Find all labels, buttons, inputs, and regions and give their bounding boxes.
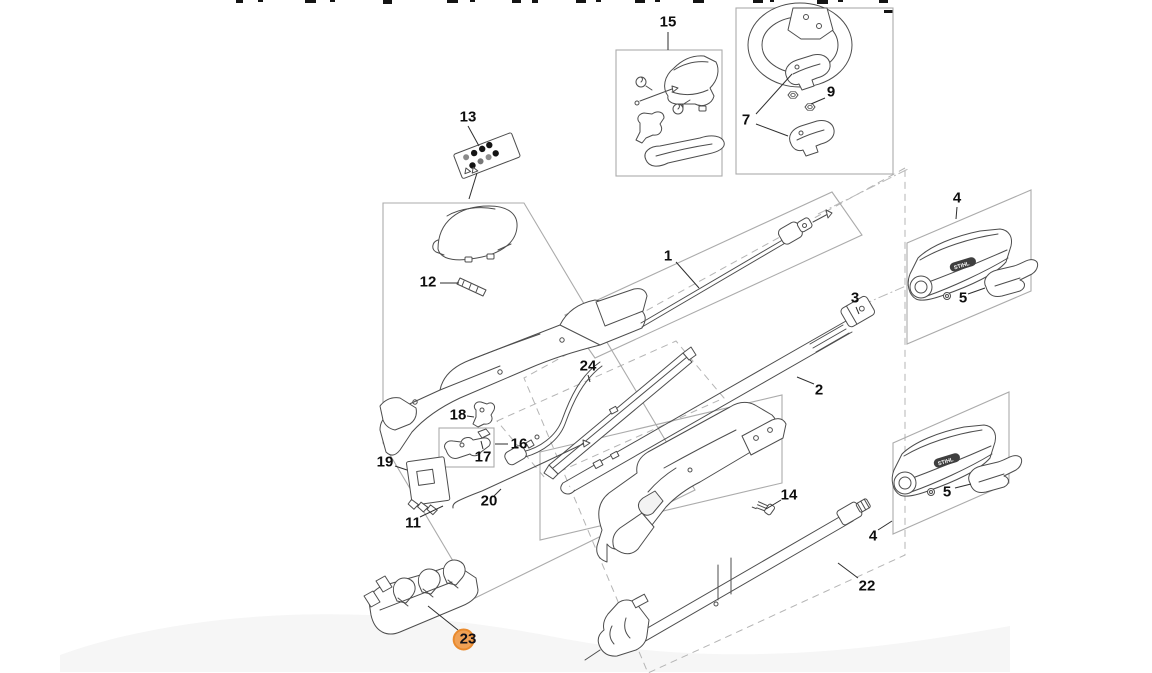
part-18-lever[interactable] <box>473 402 495 427</box>
callout-11[interactable]: 11 <box>405 514 421 532</box>
leader-22 <box>838 563 858 578</box>
housing-top-cover[interactable] <box>433 206 517 262</box>
callout-15[interactable]: 15 <box>659 13 677 31</box>
part-4-motor-housing-lower[interactable] <box>892 425 1021 496</box>
callout-2[interactable]: 2 <box>814 381 824 399</box>
callout-1[interactable]: 1 <box>663 247 673 265</box>
lower-housing-half[interactable] <box>597 402 786 562</box>
part-12-cover-strip[interactable] <box>457 278 486 296</box>
page-shadow <box>60 614 1010 672</box>
leader-2 <box>797 377 814 384</box>
callout-13[interactable]: 13 <box>459 108 477 126</box>
part-14-screw[interactable] <box>752 496 775 518</box>
callout-9[interactable]: 9 <box>826 83 836 101</box>
leader-5b <box>955 484 971 488</box>
leader-13-to-cover <box>469 173 477 199</box>
leader-4b <box>878 521 892 530</box>
leader-1 <box>676 262 699 288</box>
stihl-logo-text: STIHL <box>953 261 971 272</box>
callout-17[interactable]: 17 <box>474 448 492 466</box>
callout-14[interactable]: 14 <box>780 486 798 504</box>
leader-4a <box>956 207 957 219</box>
callout-4-lower[interactable]: 4 <box>868 527 878 545</box>
callout-23-selected[interactable] <box>460 632 477 647</box>
callout-4-upper[interactable]: 4 <box>952 189 962 207</box>
leader-7b <box>756 124 788 136</box>
leader-5a <box>968 288 985 294</box>
part-7-clamp-lower[interactable] <box>790 120 835 156</box>
callout-7[interactable]: 7 <box>741 111 751 129</box>
callout-12[interactable]: 12 <box>419 273 437 291</box>
part-15-throttle-control-parts[interactable] <box>635 56 724 166</box>
leader-13 <box>468 126 479 146</box>
callout-20[interactable]: 20 <box>480 492 498 510</box>
part-13-information-labels[interactable] <box>453 132 520 178</box>
callout-23-label: 23 <box>459 630 477 648</box>
part-19-control-module[interactable] <box>402 457 451 518</box>
leader-9 <box>811 98 825 104</box>
part-9-nuts[interactable] <box>788 92 815 110</box>
callout-24[interactable]: 24 <box>579 357 597 375</box>
callout-5-lower[interactable]: 5 <box>942 483 952 501</box>
callout-19[interactable]: 19 <box>376 453 394 471</box>
callout-18[interactable]: 18 <box>449 406 467 424</box>
part-4-motor-housing[interactable] <box>908 229 1037 300</box>
leader-18 <box>467 416 474 417</box>
part-1-drive-shaft[interactable] <box>641 210 832 327</box>
leader-19 <box>395 466 407 470</box>
callout-5-upper[interactable]: 5 <box>958 289 968 307</box>
callout-3[interactable]: 3 <box>850 289 860 307</box>
callout-16[interactable]: 16 <box>510 435 528 453</box>
callout-22[interactable]: 22 <box>858 577 876 595</box>
